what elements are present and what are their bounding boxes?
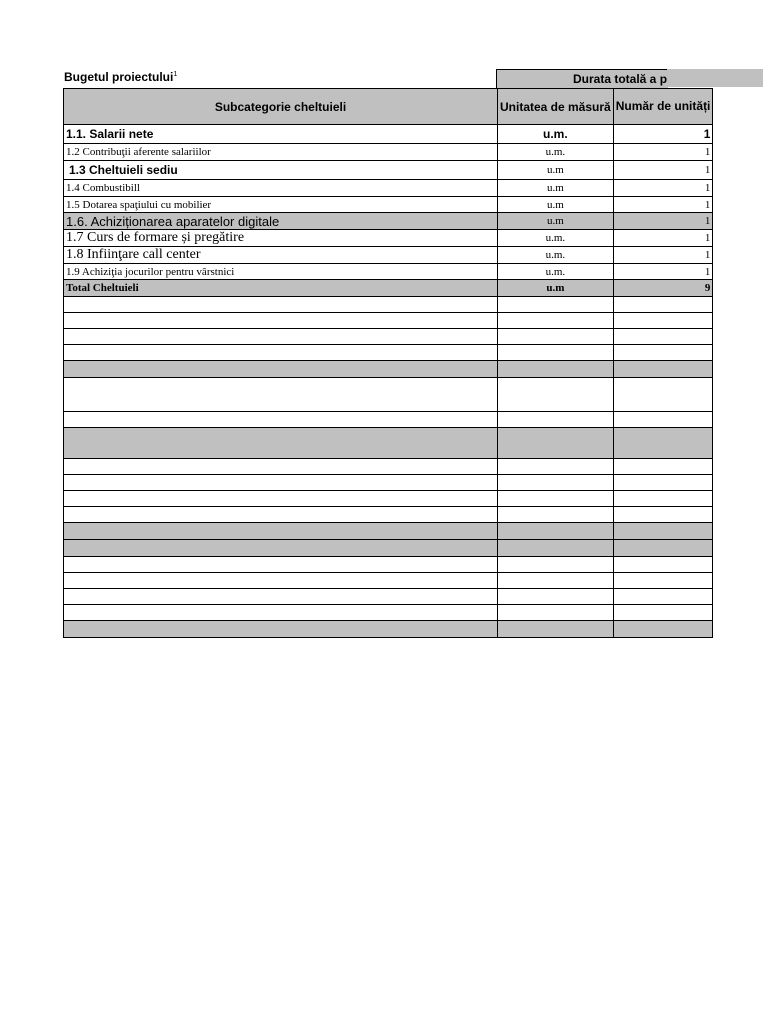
row-label[interactable]: 1.1. Salarii nete bbox=[64, 125, 498, 144]
empty-cell[interactable] bbox=[498, 523, 614, 540]
table-total-row bbox=[64, 280, 713, 297]
empty-cell[interactable] bbox=[613, 523, 713, 540]
row-count[interactable]: 1 bbox=[613, 247, 713, 264]
empty-row bbox=[64, 297, 713, 313]
empty-cell[interactable] bbox=[64, 507, 498, 523]
empty-cell[interactable] bbox=[64, 297, 498, 313]
row-label[interactable]: 1.9 Achiziţia jocurilor pentru vârstnici bbox=[64, 264, 498, 280]
empty-cell[interactable] bbox=[64, 412, 498, 428]
empty-cell[interactable] bbox=[498, 378, 614, 412]
empty-cell[interactable] bbox=[613, 605, 713, 621]
empty-cell[interactable] bbox=[64, 313, 498, 329]
empty-cell[interactable] bbox=[613, 475, 713, 491]
empty-cell[interactable] bbox=[498, 557, 614, 573]
empty-cell[interactable] bbox=[64, 361, 498, 378]
row-unit[interactable]: u.m bbox=[498, 213, 614, 230]
empty-row bbox=[64, 557, 713, 573]
empty-cell[interactable] bbox=[64, 573, 498, 589]
empty-cell[interactable] bbox=[498, 329, 614, 345]
row-unit[interactable]: u.m. bbox=[498, 144, 614, 161]
empty-cell[interactable] bbox=[613, 459, 713, 475]
empty-row bbox=[64, 573, 713, 589]
empty-row bbox=[64, 412, 713, 428]
empty-cell[interactable] bbox=[613, 491, 713, 507]
empty-row bbox=[64, 540, 713, 557]
row-count[interactable]: 1 bbox=[613, 180, 713, 197]
row-count[interactable]: 1 bbox=[613, 197, 713, 213]
row-count[interactable]: 1 bbox=[613, 161, 713, 180]
empty-cell[interactable] bbox=[498, 540, 614, 557]
header-unit[interactable]: Unitatea de măsură bbox=[498, 89, 614, 125]
empty-cell[interactable] bbox=[64, 475, 498, 491]
empty-cell[interactable] bbox=[613, 621, 713, 638]
empty-cell[interactable] bbox=[64, 459, 498, 475]
title-footnote-marker: 1 bbox=[173, 71, 178, 78]
empty-cell[interactable] bbox=[498, 573, 614, 589]
row-unit[interactable]: u.m bbox=[498, 180, 614, 197]
empty-cell[interactable] bbox=[498, 491, 614, 507]
empty-row bbox=[64, 605, 713, 621]
empty-cell[interactable] bbox=[498, 621, 614, 638]
empty-row bbox=[64, 313, 713, 329]
row-label[interactable]: 1.3 Cheltuieli sediu bbox=[64, 161, 498, 180]
empty-cell[interactable] bbox=[498, 605, 614, 621]
table-row bbox=[64, 144, 713, 161]
empty-cell[interactable] bbox=[498, 589, 614, 605]
empty-cell[interactable] bbox=[64, 378, 498, 412]
empty-cell[interactable] bbox=[498, 459, 614, 475]
empty-cell[interactable] bbox=[498, 297, 614, 313]
table-row bbox=[64, 125, 713, 144]
empty-cell[interactable] bbox=[64, 540, 498, 557]
header-subcategory[interactable]: Subcategorie cheltuieli bbox=[64, 89, 498, 125]
empty-cell[interactable] bbox=[613, 428, 713, 459]
header-count[interactable]: Număr de unități bbox=[613, 89, 713, 125]
duration-header-cell[interactable] bbox=[496, 69, 668, 88]
empty-cell[interactable] bbox=[613, 412, 713, 428]
duration-header-text: Durata totală a p bbox=[573, 72, 668, 86]
empty-cell[interactable] bbox=[613, 345, 713, 361]
table-row bbox=[64, 264, 713, 280]
empty-cell[interactable] bbox=[613, 540, 713, 557]
row-count[interactable]: 1 bbox=[613, 230, 713, 247]
row-count[interactable]: 1 bbox=[613, 144, 713, 161]
empty-row bbox=[64, 523, 713, 540]
row-label[interactable]: 1.5 Dotarea spaţiului cu mobilier bbox=[64, 197, 498, 213]
column-overflow-bar bbox=[667, 69, 763, 87]
empty-cell[interactable] bbox=[613, 507, 713, 523]
table-row bbox=[64, 230, 713, 247]
empty-row bbox=[64, 428, 713, 459]
table-row bbox=[64, 213, 713, 230]
row-unit[interactable]: u.m. bbox=[498, 230, 614, 247]
empty-cell[interactable] bbox=[613, 297, 713, 313]
empty-row bbox=[64, 491, 713, 507]
empty-row bbox=[64, 507, 713, 523]
empty-cell[interactable] bbox=[64, 589, 498, 605]
empty-cell[interactable] bbox=[64, 491, 498, 507]
empty-cell[interactable] bbox=[498, 428, 614, 459]
empty-cell[interactable] bbox=[64, 621, 498, 638]
empty-row bbox=[64, 378, 713, 412]
empty-row bbox=[64, 589, 713, 605]
row-label[interactable]: 1.8 Infiinţare call center bbox=[64, 247, 498, 264]
row-unit[interactable]: u.m. bbox=[498, 264, 614, 280]
row-label[interactable]: 1.7 Curs de formare și pregătire bbox=[64, 230, 498, 247]
empty-row bbox=[64, 475, 713, 491]
empty-cell[interactable] bbox=[498, 507, 614, 523]
empty-cell[interactable] bbox=[613, 589, 713, 605]
empty-cell[interactable] bbox=[613, 313, 713, 329]
table-row bbox=[64, 161, 713, 180]
empty-row bbox=[64, 345, 713, 361]
table-header-row bbox=[64, 89, 713, 125]
row-count[interactable]: 1 bbox=[613, 213, 713, 230]
empty-cell[interactable] bbox=[498, 475, 614, 491]
table-row bbox=[64, 247, 713, 264]
row-label[interactable]: 1.2 Contribuţii aferente salariilor bbox=[64, 144, 498, 161]
empty-cell[interactable] bbox=[498, 313, 614, 329]
empty-cell[interactable] bbox=[613, 557, 713, 573]
row-unit[interactable]: u.m bbox=[498, 161, 614, 180]
empty-cell[interactable] bbox=[64, 557, 498, 573]
total-unit[interactable]: u.m bbox=[498, 280, 614, 297]
empty-cell[interactable] bbox=[613, 573, 713, 589]
budget-title-text: Bugetul proiectului bbox=[64, 70, 174, 84]
empty-cell[interactable] bbox=[498, 361, 614, 378]
empty-row bbox=[64, 361, 713, 378]
budget-title bbox=[64, 70, 177, 84]
row-unit[interactable]: u.m. bbox=[498, 247, 614, 264]
row-count[interactable]: 1 bbox=[613, 125, 713, 144]
table-row bbox=[64, 180, 713, 197]
empty-cell[interactable] bbox=[64, 523, 498, 540]
empty-cell[interactable] bbox=[64, 345, 498, 361]
row-count[interactable]: 1 bbox=[613, 264, 713, 280]
empty-cell[interactable] bbox=[64, 329, 498, 345]
total-count[interactable]: 9 bbox=[613, 280, 713, 297]
empty-row bbox=[64, 459, 713, 475]
empty-cell[interactable] bbox=[613, 329, 713, 345]
empty-cell[interactable] bbox=[613, 378, 713, 412]
empty-row bbox=[64, 329, 713, 345]
empty-cell[interactable] bbox=[64, 428, 498, 459]
empty-cell[interactable] bbox=[64, 605, 498, 621]
total-label[interactable]: Total Cheltuieli bbox=[64, 280, 498, 297]
row-unit[interactable]: u.m bbox=[498, 197, 614, 213]
row-label[interactable]: 1.6. Achiziționarea aparatelor digitale bbox=[64, 213, 498, 230]
empty-row bbox=[64, 621, 713, 638]
row-label[interactable]: 1.4 Combustibill bbox=[64, 180, 498, 197]
empty-cell[interactable] bbox=[613, 361, 713, 378]
empty-cell[interactable] bbox=[498, 345, 614, 361]
row-unit[interactable]: u.m. bbox=[498, 125, 614, 144]
budget-table bbox=[63, 88, 713, 638]
empty-cell[interactable] bbox=[498, 412, 614, 428]
table-row bbox=[64, 197, 713, 213]
